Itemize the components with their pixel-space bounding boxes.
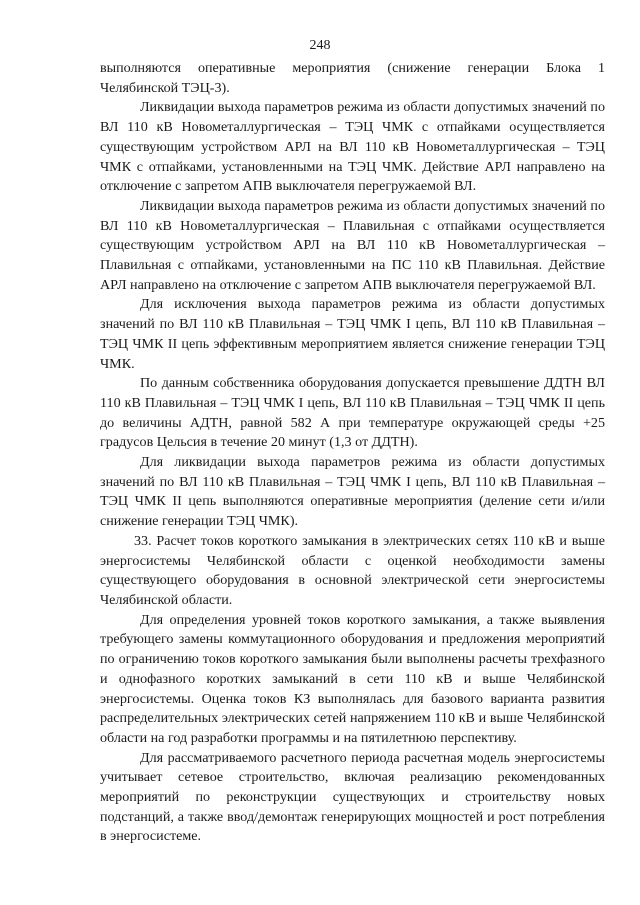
section-heading-paragraph: 33. Расчет токов короткого замыкания в электрических сетях 110 кВ и выше энергосистемы Челябинской области с оценкой необходимости замены существующего оборудования в основной электрической сети энергосистемы Челябинской области. [100, 532, 605, 608]
paragraph-continued: выполняются оперативные мероприятия (снижение генерации Блока 1 Челябинской ТЭЦ-3). [100, 60, 605, 96]
paragraph: Для ликвидации выхода параметров режима из области допустимых значений по ВЛ 110 кВ Плавильная – ТЭЦ ЧМК I цепь, ВЛ 110 кВ Плавильная – ТЭЦ ЧМК II цепь выполняются оперативные мероприятия (деление сети и/или снижение генерации ТЭЦ ЧМК). [100, 454, 605, 530]
paragraph: Ликвидации выхода параметров режима из области допустимых значений по ВЛ 110 кВ Новометаллургическая – Плавильная с отпайками осуществляется существующим устройством АРЛ на ВЛ 110 кВ Новометаллургическая – Плавильная с отпайками, установленными на ПС 110 кВ Плавильная. Действие АРЛ направлено на отключение с запретом АПВ выключателя перегружаемой ВЛ. [100, 197, 605, 293]
paragraph: Для рассматриваемого расчетного периода расчетная модель энергосистемы учитывает сетевое строительство, включая реализацию рекомендованных мероприятий по реконструкции существующих и строительству новых подстанций, а также ввод/демонтаж генерирующих мощностей и рост потребления в энергосистеме. [100, 749, 605, 845]
page-number: 248 [309, 38, 331, 53]
paragraph: Для определения уровней токов короткого замыкания, а также выявления требующего замены коммутационного оборудования и предложения мероприятий по ограничению токов короткого замыкания были выполнены расчеты трехфазного и однофазного коротких замыканий в сети 110 кВ и выше Челябинской энергосистемы. Оценка токов КЗ выполнялась для базового варианта развития распределительных электрических сетей напряжением 110 кВ и выше Челябинской области на год разработки программы и на пятилетнюю перспективу. [100, 611, 605, 746]
page-body [100, 59, 605, 847]
paragraph: Для исключения выхода параметров режима из области допустимых значений по ВЛ 110 кВ Плавильная – ТЭЦ ЧМК I цепь, ВЛ 110 кВ Плавильная – ТЭЦ ЧМК II цепь эффективным мероприятием является снижение генерации ТЭЦ ЧМК. [100, 296, 605, 372]
paragraph: По данным собственника оборудования допускается превышение ДДТН ВЛ 110 кВ Плавильная – ТЭЦ ЧМК I цепь, ВЛ 110 кВ Плавильная – ТЭЦ ЧМК II цепь до величины АДТН, равной 582 А при температуре окружающей среды +25 градусов Цельсия в течение 20 минут (1,3 от ДДТН). [100, 375, 605, 451]
paragraph: Ликвидации выхода параметров режима из области допустимых значений по ВЛ 110 кВ Новометаллургическая – ТЭЦ ЧМК с отпайками осуществляется существующим устройством АРЛ на ВЛ 110 кВ Новометаллургическая – ТЭЦ ЧМК с отпайками, установленными на ТЭЦ ЧМК. Действие АРЛ направлено на отключение с запретом АПВ выключателя перегружаемой ВЛ. [100, 99, 605, 195]
